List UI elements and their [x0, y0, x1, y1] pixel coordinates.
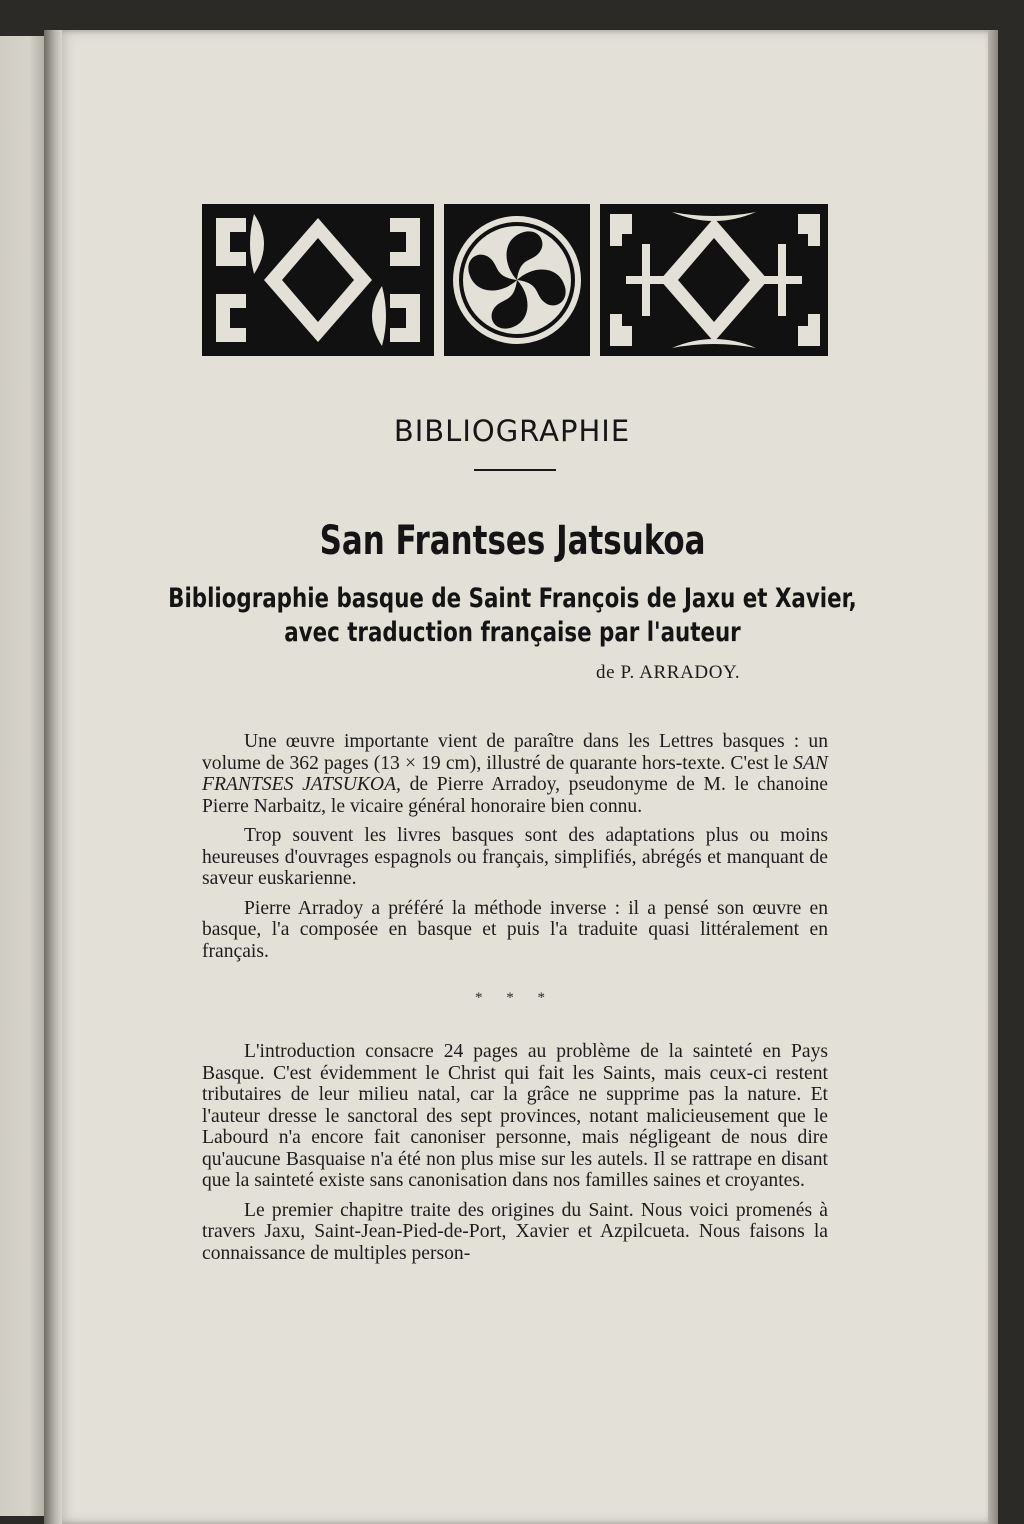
paragraph-1 — [202, 731, 828, 817]
article-body-part-2 — [202, 1041, 828, 1272]
section-separator: * * * — [475, 990, 555, 1006]
section-title: BIBLIOGRAPHIE — [393, 414, 631, 448]
paragraph-1-text-a: Une œuvre importante vient de paraître dans les Lettres basques : un volume de 362 pages (13 × 19 cm), illustré de quarante hors-texte. C'est le — [202, 731, 828, 774]
facing-page-edge — [0, 36, 48, 1516]
paragraph-4: L'introduction consacre 24 pages au problème de la sainteté en Pays Basque. C'est évidemment le Christ qui fait les Saints, mais ceux-ci restent tributaires de leur milieu natal, car la grâce ne supprime pas la nature. Et l'auteur dresse le sanctoral des sept provinces, notant malicieusement que le Labourd n'a encore fait canoniser personne, mais négligeant de nous dire qu'aucune Basquaise n'a été non plus mise sur les autels. Il se rattrape en disant que la sainteté existe sans canonisation dans nos familles saines et croyantes. — [202, 1041, 828, 1191]
paragraph-5: Le premier chapitre traite des origines du Saint. Nous voici promenés à travers Jaxu, Saint-Jean-Pied-de-Port, Xavier et Azpilcueta. Nous faisons la connaissance de multiples person- — [202, 1199, 828, 1264]
book-subtitle-line-1: Bibliographie basque de Saint François de Jaxu et Xavier, — [168, 583, 857, 614]
paragraph-1-text-b: de Pierre Arradoy, pseudonyme de M. le chanoine Pierre Narbaitz, le vicaire général honoraire bien connu. — [202, 774, 829, 817]
paragraph-2: Trop souvent les livres basques sont des adaptations plus ou moins heureuses d'ouvrages espagnols ou français, simplifiés, abrégés et manquant de saveur euskarienne. — [202, 825, 828, 889]
article-body-part-1 — [202, 731, 828, 970]
book-title: San Frantses Jatsukoa — [319, 518, 706, 564]
page-edge — [988, 30, 998, 1524]
paragraph-3: Pierre Arradoy a préféré la méthode inverse : il a pensé son œuvre en basque, l'a composée en basque et puis l'a traduite quasi littéralement en français. — [202, 897, 828, 962]
book-subtitle-line-2: avec traduction française par l'auteur — [284, 617, 741, 648]
basque-lauburu-frieze-icon — [202, 204, 828, 356]
author-byline: de P. ARRADOY. — [596, 662, 741, 683]
book-gutter — [44, 30, 62, 1524]
paragraph-1-italic-title: SAN FRANTSES JATSUKOA, — [202, 752, 828, 795]
title-divider — [474, 469, 556, 471]
